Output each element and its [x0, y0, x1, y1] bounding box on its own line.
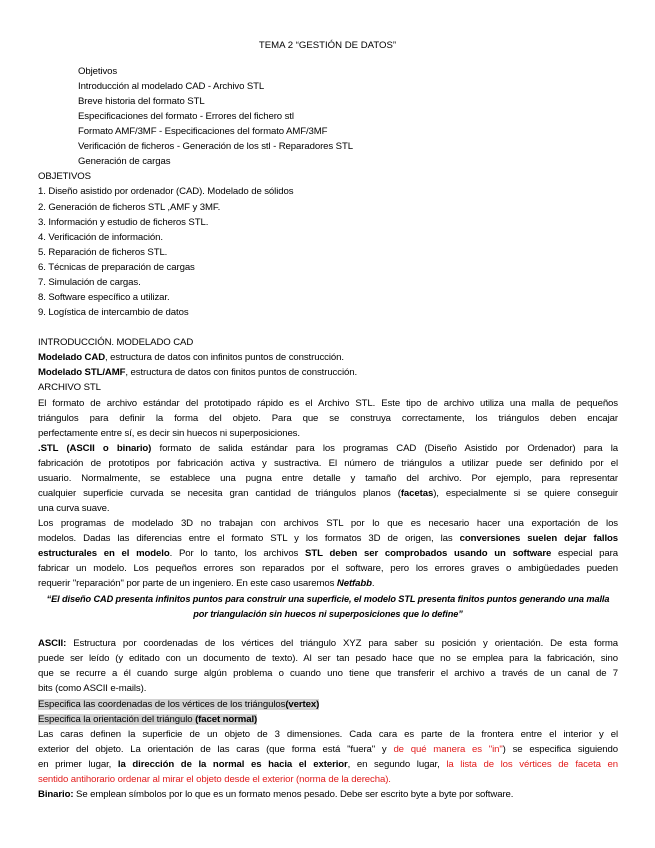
objetivo-item: 5. Reparación de ficheros STL.	[38, 247, 168, 258]
objetivo-item: 7. Simulación de cargas.	[38, 277, 141, 288]
objetivo-item: 6. Técnicas de preparación de cargas	[38, 262, 195, 273]
objetivo-item: 8. Software específico a utilizar.	[38, 292, 170, 303]
objetivos-heading: OBJETIVOS	[38, 171, 91, 182]
paragraph-line: puede ser leído (y editado con un documento de texto). Al ser tan pesado hace que no se emplea para la fabricación, sino	[38, 653, 618, 664]
stl-definition: Modelado STL/AMF, estructura de datos con finitos puntos de construcción.	[38, 367, 358, 378]
paragraph-line: fabricar un modelo. Los pequeños errores son reparados por el software, pero los errores graves o ambigüedades pueden	[38, 563, 618, 574]
toc-item: Generación de cargas	[78, 156, 171, 167]
paragraph-line: que se recurre a él cuando surge algún problema o cuando uno tiene que transferir el archivo a través de un canal de 7	[38, 668, 618, 679]
paragraph-line: perfectamente entre sí, es decir sin huecos ni superposiciones.	[38, 428, 300, 439]
objetivo-item: 4. Verificación de información.	[38, 232, 163, 243]
toc-item: Breve historia del formato STL	[78, 96, 205, 107]
objetivo-item: 2. Generación de ficheros STL ,AMF y 3MF.	[38, 202, 221, 213]
paragraph-line: .STL (ASCII o binario) formato de salida estándar para los programas CAD (Diseño Asistido por Ordenador) para la	[38, 443, 618, 454]
quote-line: por triangulación sin huecos ni superposiciones que lo define”	[193, 609, 463, 619]
paragraph-line: Los programas de modelado 3D no trabajan con archivos STL por lo que es necesario hacer una exportación de los	[38, 518, 618, 529]
paragraph-line: exterior del objeto. La orientación de las caras (que forma está "fuera" y de qué manera es "in") se especifica siguiendo	[38, 744, 618, 755]
archivo-heading: ARCHIVO STL	[38, 382, 101, 393]
quote-line: “El diseño CAD presenta infinitos puntos para construir una superficie, el modelo STL presenta finitos puntos generando una malla	[46, 594, 610, 604]
paragraph-line: El formato de archivo estándar del prototipado rápido es el Archivo STL. Este tipo de archivo utiliza una malla de pequeños	[38, 398, 618, 409]
toc-item: Introducción al modelado CAD - Archivo STL	[78, 81, 265, 92]
paragraph-line: una curva suave.	[38, 503, 110, 514]
highlighted-line: Especifica la orientación del triángulo (facet normal)	[38, 714, 258, 725]
toc-item: Verificación de ficheros - Generación de los stl - Reparadores STL	[78, 141, 353, 152]
toc-item: Formato AMF/3MF - Especificaciones del formato AMF/3MF	[78, 126, 328, 137]
objetivo-item: 1. Diseño asistido por ordenador (CAD). Modelado de sólidos	[38, 186, 294, 197]
paragraph-line: triángulos para definir la forma del objeto. Para que se construya correctamente, los triángulos deben encajar	[38, 413, 618, 424]
objetivo-item: 3. Información y estudio de ficheros STL.	[38, 217, 209, 228]
toc-item: Objetivos	[78, 66, 118, 77]
intro-heading: INTRODUCCIÓN. MODELADO CAD	[38, 337, 194, 348]
toc-item: Especificaciones del formato - Errores del fichero stl	[78, 111, 294, 122]
paragraph-line: estructurales en el modelo. Por lo tanto, los archivos STL deben ser comprobados usando un software especial para	[38, 548, 618, 559]
paragraph-line: fabricación de prototipos por fabricación activa y sustractiva. El número de triángulos a utilizar puede ser definido por el	[38, 458, 618, 469]
highlighted-line: Especifica las coordenadas de los vértices de los triángulos(vertex)	[38, 699, 320, 710]
paragraph-line: usuario. Normalmente, se establece una pugna entre detalle y tamaño del archivo. Por ejemplo, para representar	[38, 473, 618, 484]
binario-definition: Binario: Se emplean símbolos por lo que es un formato menos pesado. Debe ser escrito byte a byte por software.	[38, 789, 514, 800]
page-title: TEMA 2 “GESTIÓN DE DATOS”	[258, 40, 397, 51]
cad-definition: Modelado CAD, estructura de datos con infinitos puntos de construcción.	[38, 352, 344, 363]
paragraph-line: modelos. Dadas las diferencias entre el formato STL y los formatos 3D de origen, las conversiones suelen dejar fallos	[38, 533, 618, 544]
objetivo-item: 9. Logística de intercambio de datos	[38, 307, 189, 318]
paragraph-line: ASCII: Estructura por coordenadas de los vértices del triángulo XYZ para saber su posición y orientación. De esta forma	[38, 638, 618, 649]
paragraph-line: sentido antihorario ordenar al mirar el objeto desde el exterior (norma de la derecha).	[38, 774, 391, 785]
paragraph-line: cualquier superficie curvada se necesita gran cantidad de triángulos planos (facetas), especialmente si se quiere conseguir	[38, 488, 618, 499]
paragraph-line: requerir "reparación" por parte de un ingeniero. En este caso usaremos Netfabb.	[38, 578, 375, 589]
paragraph-line: en primer lugar, la dirección de la normal es hacia el exterior, en segundo lugar, la lista de los vértices de faceta en	[38, 759, 619, 770]
paragraph-line: Las caras definen la superficie de un objeto de 3 dimensiones. Cada cara es parte de la frontera entre el interior y el	[38, 729, 618, 740]
paragraph-line: bits (como ASCII e-mails).	[38, 683, 147, 694]
